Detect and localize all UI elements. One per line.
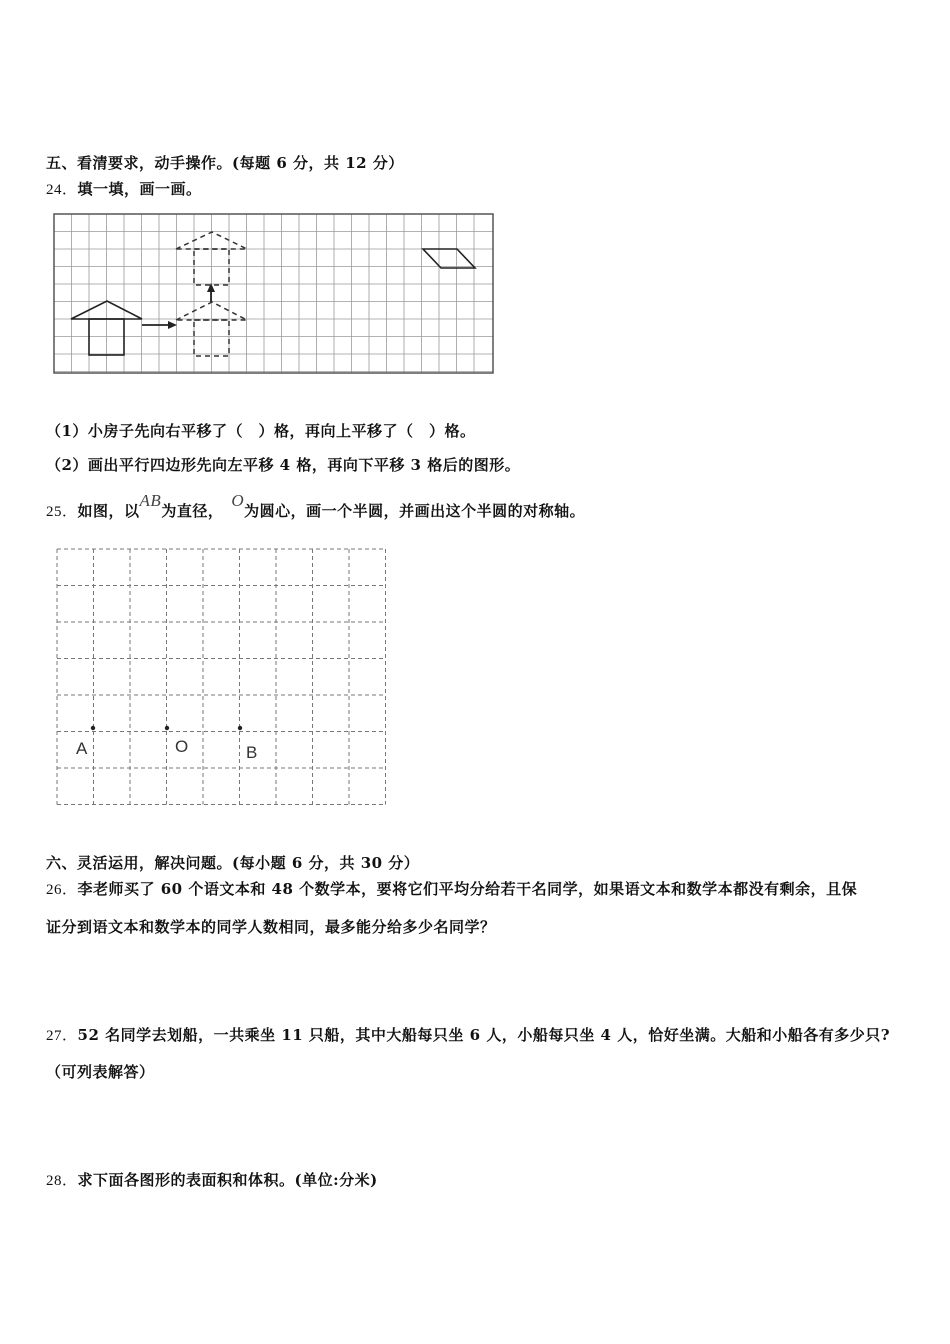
question-27-number: 27． <box>46 1028 78 1044</box>
semicircle-grid-figure <box>56 548 388 808</box>
question-28-number: 28． <box>46 1173 78 1189</box>
section-6-heading: 六、灵活运用，解决问题。(每小题 6 分，共 30 分） <box>46 854 420 872</box>
question-24-title <box>46 178 202 199</box>
question-24-sub-1: （1）小房子先向右平移了（ ）格，再向上平移了（ ）格。 <box>46 422 476 440</box>
math-o: O <box>231 491 245 510</box>
question-25-text-part-2: 为直径， <box>161 502 224 520</box>
question-24-number: 24． <box>46 182 78 198</box>
question-25-text <box>46 491 586 521</box>
point-o <box>165 726 169 730</box>
question-26-line-1 <box>46 878 857 899</box>
up-arrow-icon <box>207 283 215 302</box>
question-28-text <box>46 1169 378 1190</box>
question-25-text-part-3: 为圆心，画一个半圆，并画出这个半圆的对称轴。 <box>244 502 586 520</box>
right-arrow-icon <box>142 321 177 329</box>
grid-border <box>54 214 493 373</box>
question-28-body: 求下面各图形的表面积和体积。(单位:分米) <box>77 1171 378 1189</box>
parallelogram-shape <box>423 249 475 268</box>
label-o: O <box>175 737 189 756</box>
question-26-line-2: 证分到语文本和数学本的同学人数相同，最多能分给多少名同学？ <box>46 918 496 936</box>
section-5-heading: 五、看清要求，动手操作。(每题 6 分，共 12 分） <box>46 154 404 172</box>
question-26-text: 李老师买了 60 个语文本和 48 个数学本，要将它们平均分给若干名同学，如果语文本和数学本都没有剩余，且保 <box>77 880 858 898</box>
question-24-sub-2: （2）画出平行四边形先向左平移 4 格，再向下平移 3 格后的图形。 <box>46 456 521 474</box>
question-25-number: 25． <box>46 504 78 520</box>
label-b: B <box>246 743 258 762</box>
translation-grid-figure <box>52 212 496 376</box>
math-ab: AB <box>139 491 162 510</box>
question-24-text: 填一填，画一画。 <box>77 180 202 198</box>
point-b <box>238 726 242 730</box>
question-27-text: 52 名同学去划船，一共乘坐 11 只船，其中大船每只坐 6 人，小船每只坐 4 人，恰好坐满。大船和小船各有多少只? <box>77 1026 890 1044</box>
question-27-line-2: （可列表解答） <box>46 1063 155 1081</box>
point-a <box>91 726 95 730</box>
question-26-number: 26． <box>46 882 78 898</box>
question-27-line-1 <box>46 1024 890 1045</box>
label-a: A <box>76 739 88 758</box>
question-25-text-part-1: 如图，以 <box>77 502 140 520</box>
